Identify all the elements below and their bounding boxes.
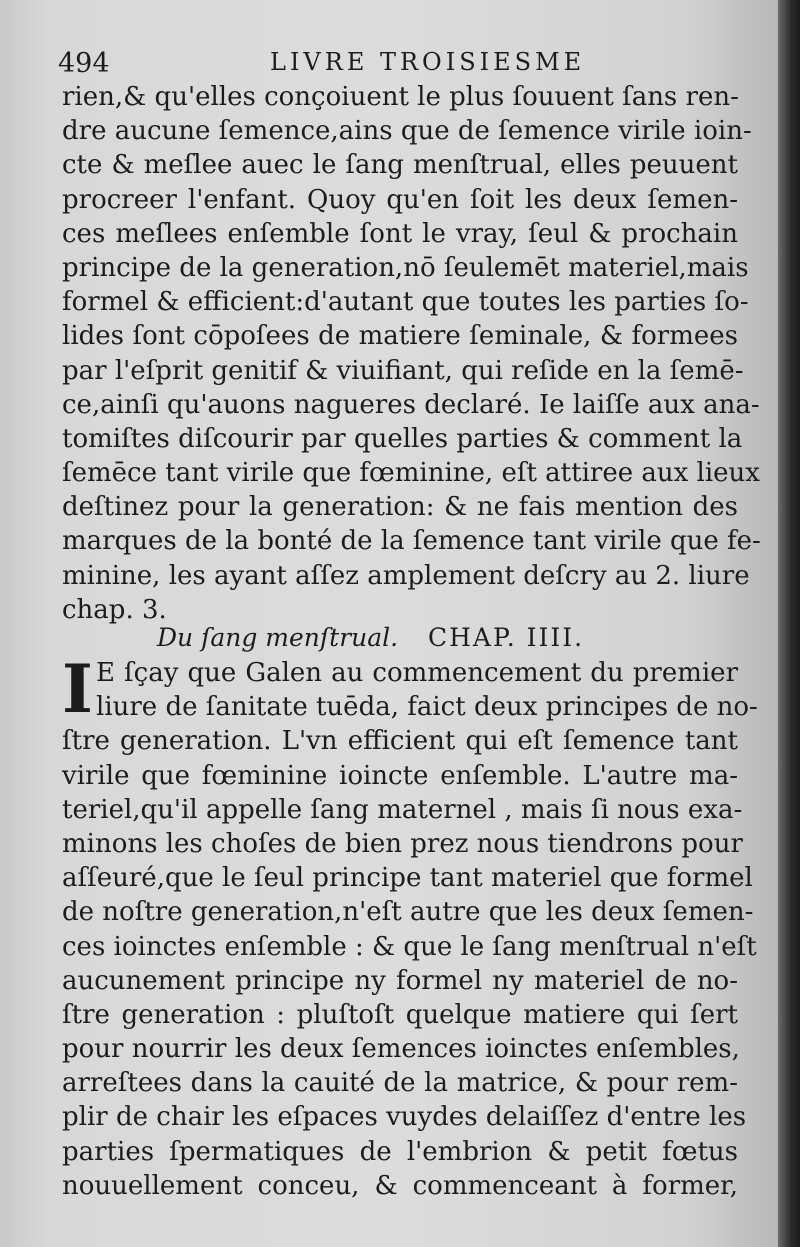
body-text (62, 80, 761, 627)
text-line: liure de ſanitate tuēda, faict deux principes de no- (96, 692, 758, 723)
text-line: formel & efficient:d'autant que toutes les parties ſo- (62, 287, 749, 318)
text-line: aſſeuré,que le ſeul principe tant materiel que formel (62, 863, 753, 894)
chapter-subject: Du ſang menſtrual. (157, 623, 399, 652)
page-gutter-shadow (778, 0, 800, 1247)
text-line: ſemēce tant virile que fœminine, eſt attiree aux lieux (62, 458, 760, 489)
text-line: ce,ainſi qu'auons nagueres declaré. Ie laiſſe aux ana- (62, 389, 760, 420)
text-line: plir de chair les eſpaces vuydes delaiſſez d'entre les (62, 1102, 747, 1133)
text-line: tomiſtes diſcourir par quelles parties & comment la (62, 423, 743, 454)
text-line: dre aucune ſemence,ains que de ſemence virile ioin- (62, 116, 752, 147)
drop-cap: I (62, 650, 93, 728)
text-line: E ſçay que Galen au commencement du premier (96, 658, 738, 688)
text-line: procreer l'enfant. Quoy qu'en ſoit les deux ſemen- (62, 184, 738, 215)
text-line: chap. 3. (62, 594, 167, 625)
text-line: rien,& qu'elles conçoiuent le plus ſouuent ſans ren- (62, 82, 739, 112)
text-line: nouuellement conceu, & commenceant à former, (62, 1170, 738, 1201)
text-line: ſtre generation. L'vn efficient qui eſt ſemence tant (62, 726, 738, 757)
running-title: LIVRE TROISIESME (270, 48, 586, 76)
text-line: cte & meſlee auec le ſang menſtrual, elles peuuent (62, 150, 738, 181)
text-line: deſtinez pour la generation: & ne fais mention des (62, 492, 738, 523)
text-line: minons les choſes de bien prez nous tiendrons pour (62, 828, 743, 859)
text-line: aucunement principe ny formel ny materiel de no- (62, 965, 738, 996)
text-line: virile que fœminine ioincte enſemble. L'autre ma- (62, 760, 738, 791)
chapter-number: CHAP. IIII. (428, 623, 585, 652)
text-line: arreſtees dans la cauité de la matrice, & pour rem- (62, 1068, 738, 1099)
text-line: par l'eſprit genitif & viuifiant, qui reſide en la ſemē- (62, 355, 744, 386)
text-line: lides ſont cōpoſees de matiere ſeminale, & formees (62, 321, 738, 352)
text-line: principe de la generation,nō ſeulemēt materiel,mais (62, 252, 749, 283)
text-line: pour nourrir les deux ſemences ioinctes enſembles, (62, 1034, 740, 1065)
page-header (58, 44, 658, 84)
text-line: de noſtre generation,n'eſt autre que les deux ſemen- (62, 897, 754, 928)
text-line: parties ſpermatiques de l'embrion & petit fœtus (62, 1136, 738, 1167)
page-number: 494 (58, 48, 110, 79)
text-line: ces meſlees enſemble ſont le vray, ſeul & prochain (62, 218, 738, 249)
text-line: teriel,qu'il appelle ſang maternel , mais ſi nous exa- (62, 794, 743, 825)
text-line: ſtre generation : pluſtoſt quelque matiere qui ſert (62, 999, 738, 1030)
text-line: ces ioinctes enſemble : & que le ſang menſtrual n'eſt (62, 931, 757, 962)
chapter-heading (62, 621, 738, 657)
text-line: minine, les ayant aſſez amplement deſcry au 2. liure (62, 560, 750, 591)
chapter-text (62, 650, 758, 1203)
text-line: marques de la bonté de la ſemence tant virile que fe- (62, 526, 761, 557)
